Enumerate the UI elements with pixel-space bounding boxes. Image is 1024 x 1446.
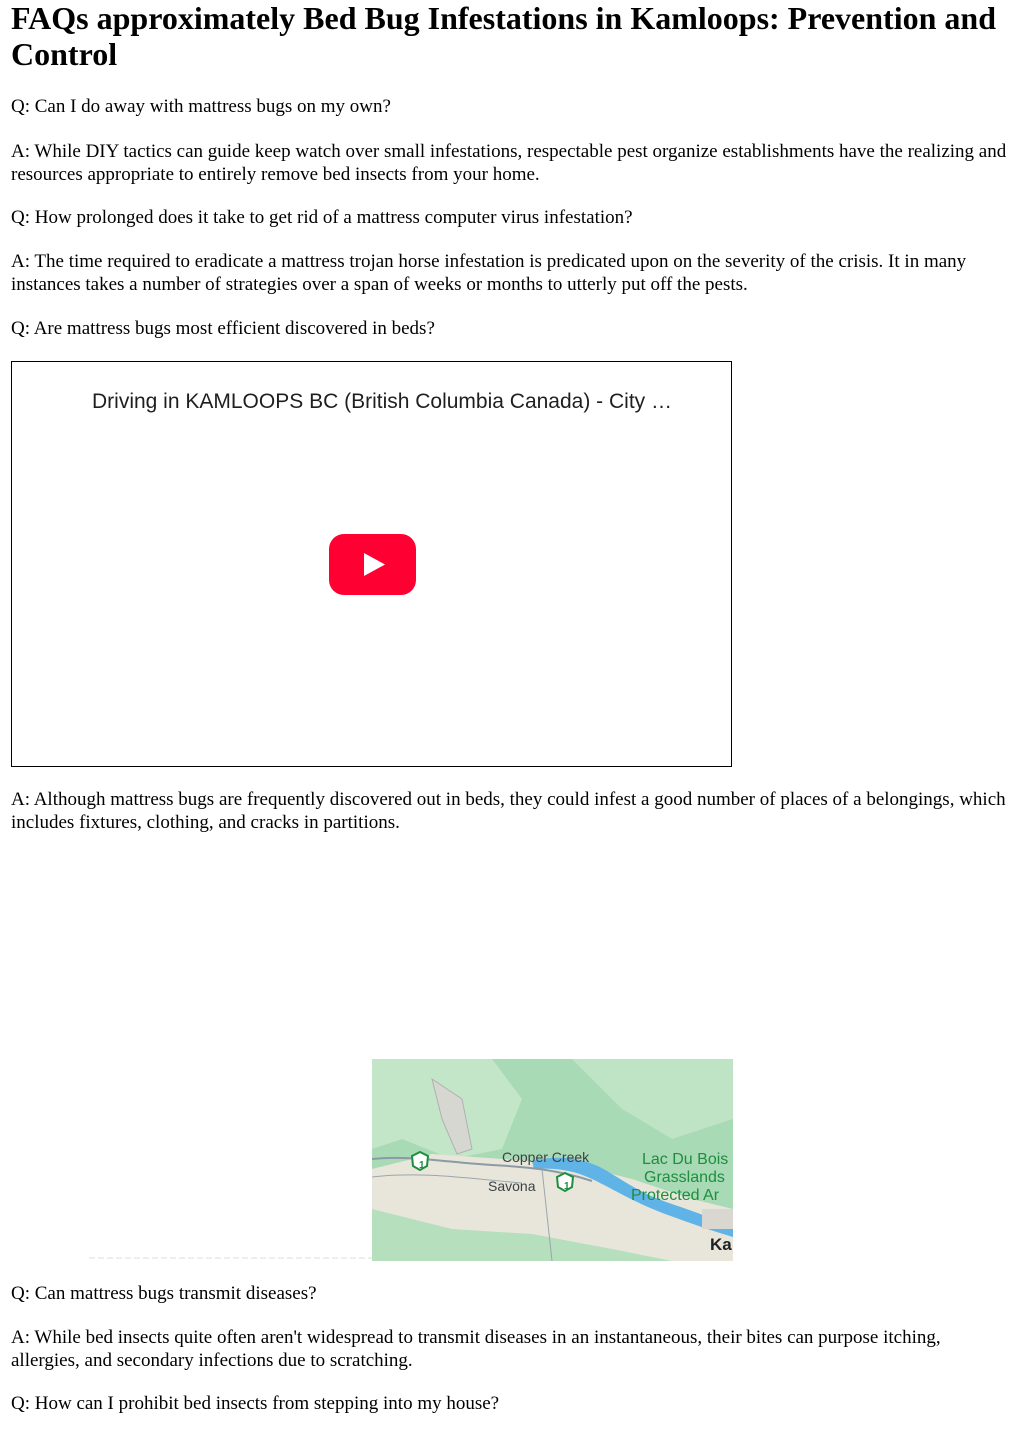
faq-question-4: Q: Can mattress bugs transmit diseases?: [11, 1283, 317, 1304]
map-label-copper-creek: Copper Creek: [502, 1149, 590, 1165]
faq-question-5: Q: How can I prohibit bed insects from stepping into my house?: [11, 1393, 500, 1414]
faq-question-2: Q: How prolonged does it take to get rid of a mattress computer virus infestation?: [11, 207, 633, 228]
map-label-savona: Savona: [488, 1178, 536, 1194]
faq-answer-3: A: Although mattress bugs are frequently discovered out in beds, they could infest a good number of places of a belongings, which includes fixtures, clothing, and cracks in partitions.: [11, 789, 1006, 833]
faq-answer-1: A: While DIY tactics can guide keep watch over small infestations, respectable pest organize establishments have the realizing and resources appropriate to entirely remove bed insects from your home.: [11, 141, 1007, 185]
faq-question-3: Q: Are mattress bugs most efficient discovered in beds?: [11, 318, 435, 339]
map-label-kamloops: Ka: [710, 1235, 732, 1254]
video-title[interactable]: Driving in KAMLOOPS BC (British Columbia Canada) - City …: [92, 390, 673, 413]
map-embed[interactable]: [372, 1059, 733, 1261]
faq-answer-4: A: While bed insects quite often aren't widespread to transmit diseases in an instantaneous, their bites can purpose itching, allergies, and secondary infections due to scratching.: [11, 1327, 941, 1371]
page-title: FAQs approximately Bed Bug Infestations in Kamloops: Prevention and Control: [11, 0, 996, 72]
faq-answer-2: A: The time required to eradicate a mattress trojan horse infestation is predicated upon on the severity of the crisis. It in many instances takes a number of strategies over a span of weeks or months to utterly put off the pests.: [11, 251, 967, 295]
map-label-lac-du-bois-3: Protected Ar: [631, 1187, 720, 1204]
faq-question-1: Q: Can I do away with mattress bugs on my own?: [11, 96, 391, 117]
video-embed[interactable]: [11, 361, 732, 767]
map-label-lac-du-bois-2: Grasslands: [644, 1169, 725, 1186]
youtube-play-icon[interactable]: [329, 534, 416, 595]
highway-shield-2: 1: [564, 1181, 570, 1192]
highway-shield-1: 1: [419, 1160, 425, 1171]
map-label-lac-du-bois-1: Lac Du Bois: [642, 1151, 729, 1168]
divider: [89, 1257, 372, 1259]
